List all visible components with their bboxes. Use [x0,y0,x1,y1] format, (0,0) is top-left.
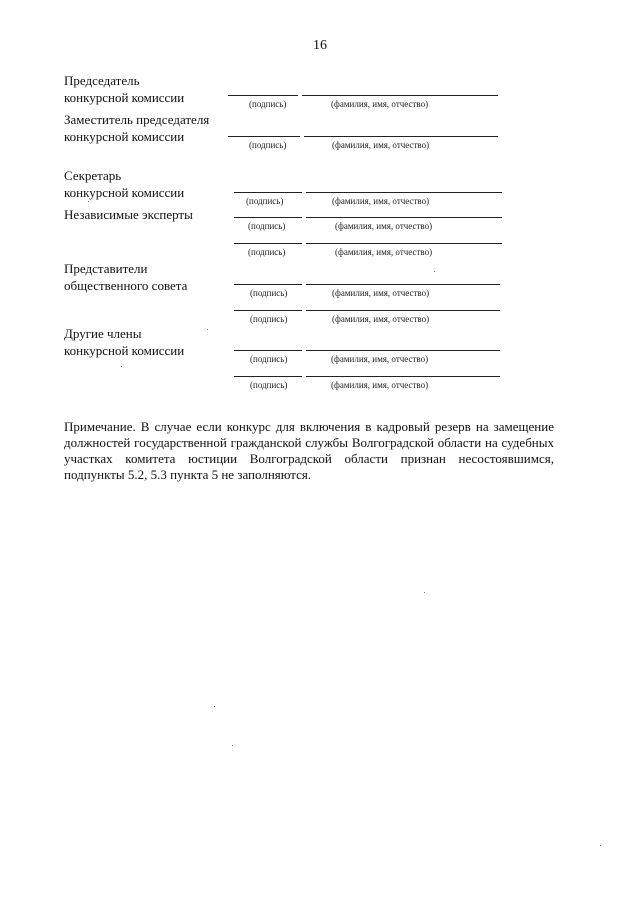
role-line: конкурсной комиссии [64,343,185,358]
signature-caption: (подпись) [248,221,286,231]
role-line: общественного совета [64,278,188,293]
signature-line [234,350,302,351]
name-caption: (фамилия, имя, отчество) [332,196,430,206]
scan-speck [434,271,435,272]
scan-speck [232,745,233,746]
role-line: конкурсной комиссии [64,90,185,105]
name-caption: (фамилия, имя, отчество) [331,380,429,390]
scan-speck [600,845,601,846]
signature-line [234,284,302,285]
scan-speck [88,201,89,202]
scan-speck [207,329,208,330]
signature-caption: (подпись) [249,99,287,109]
name-caption: (фамилия, имя, отчество) [332,140,430,150]
signature-caption: (подпись) [250,288,288,298]
role-line: Заместитель председателя [64,112,210,127]
signature-caption: (подпись) [248,247,286,257]
scan-speck [214,706,215,707]
signature-line [234,217,302,218]
signature-line [234,192,302,193]
role-line: Представители [64,261,148,276]
signature-line [228,95,298,96]
role-line: конкурсной комиссии [64,129,185,144]
signature-line [234,376,302,377]
signature-caption: (подпись) [246,196,284,206]
name-caption: (фамилия, имя, отчество) [332,314,430,324]
name-caption: (фамилия, имя, отчество) [332,288,430,298]
role-line: Секретарь [64,168,122,183]
signature-line [234,310,302,311]
signature-caption: (подпись) [250,314,288,324]
scan-speck [121,366,122,367]
name-caption: (фамилия, имя, отчество) [335,247,433,257]
role-independent-experts [64,206,193,223]
name-caption: (фамилия, имя, отчество) [331,99,429,109]
name-line [306,243,502,244]
note-paragraph: Примечание. В случае если конкурс для включения в кадровый резерв на замещение должностей государственной гражданской службы Волгоградской области на судебных участках комитета юстиции Волгоградской области признан несостоявшимся, подпункты 5.2, 5.3 пункта 5 не заполняются. [64,419,554,482]
name-line [306,310,500,311]
role-other-members [64,325,184,359]
name-line [306,284,500,285]
role-line: конкурсной комиссии [64,185,185,200]
name-line [306,217,502,218]
page-number: 16 [313,38,327,53]
signature-line [228,136,300,137]
role-line: Другие члены [64,326,142,341]
name-caption: (фамилия, имя, отчество) [331,354,429,364]
name-line [306,376,500,377]
role-line: Независимые эксперты [64,207,193,222]
role-line: Председатель [64,73,140,88]
name-line [306,192,502,193]
signature-caption: (подпись) [250,354,288,364]
name-line [302,95,498,96]
name-line [306,350,500,351]
name-line [304,136,498,137]
name-caption: (фамилия, имя, отчество) [335,221,433,231]
role-chairman [64,72,184,106]
signature-caption: (подпись) [250,380,288,390]
role-public-council [64,260,187,294]
signature-line [234,243,302,244]
role-deputy-chairman [64,111,209,145]
scan-speck [424,592,425,593]
role-secretary [64,167,184,201]
signature-caption: (подпись) [249,140,287,150]
